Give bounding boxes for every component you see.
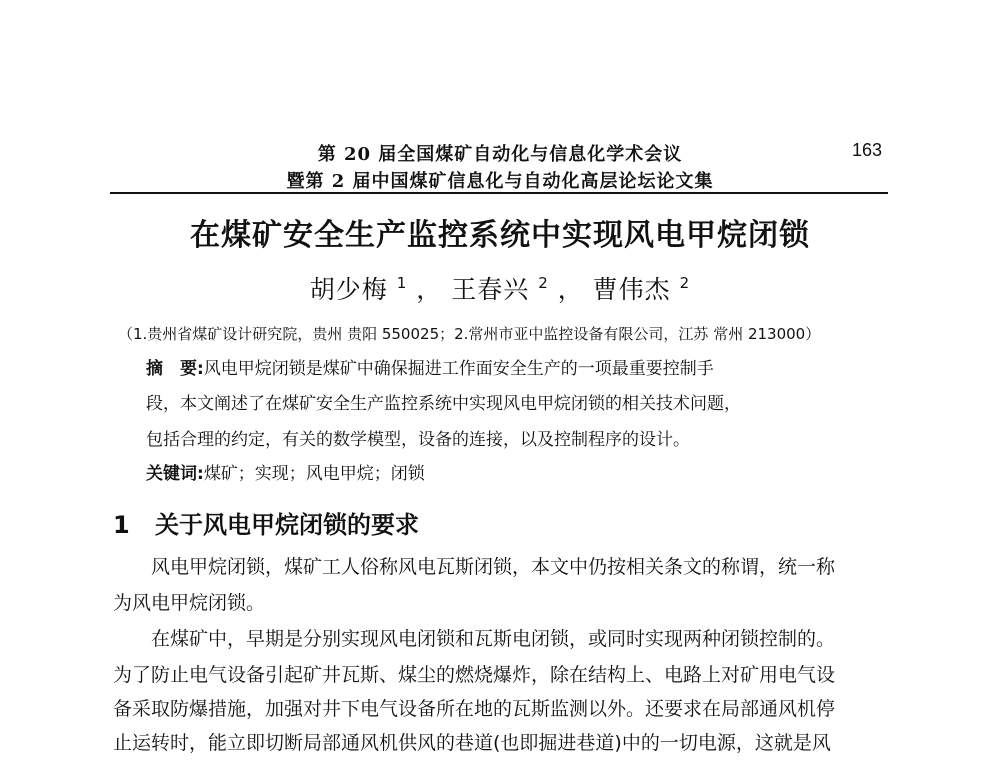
section-heading [113, 505, 419, 540]
abstract-text: 风电甲烷闭锁是煤矿中确保掘进工作面安全生产的一项最重要控制手 [203, 359, 714, 379]
running-header-line1: 第 20 届全国煤矿自动化与信息化学术会议 [317, 144, 683, 165]
author-list [0, 270, 1000, 306]
author-name: 胡少梅 [309, 275, 388, 304]
affiliations: （1.贵州省煤矿设计研究院，贵州 贵阳 550025；2.常州市亚中监控设备有限公司，江苏 常州 213000） [118, 325, 821, 343]
author-affiliation-mark: 1 [396, 274, 408, 292]
body-line: 为了防止电气设备引起矿井瓦斯、煤尘的燃烧爆炸，除在结构上、电路上对矿用电气设 [113, 664, 836, 686]
section-title: 关于风电甲烷闭锁的要求 [155, 511, 419, 539]
body-line: 备采取防爆措施，加强对井下电气设备所在地的瓦斯监测以外。还要求在局部通风机停 [113, 698, 836, 720]
running-header-line2: 暨第 2 届中国煤矿信息化与自动化高层论坛论文集 [286, 171, 714, 192]
abstract-line: 段，本文阐述了在煤矿安全生产监控系统中实现风电甲烷闭锁的相关技术问题， [146, 394, 741, 414]
keywords-label: 关键词: [146, 464, 204, 484]
author-name: 王春兴 [451, 275, 530, 304]
abstract-label: 摘 要: [146, 359, 204, 379]
author-separator: ， [557, 275, 584, 304]
body-line: 在煤矿中，早期是分别实现风电闭锁和瓦斯电闭锁，或同时实现两种闭锁控制的。 [113, 628, 836, 650]
abstract-line: 包括合理的约定，有关的数学模型，设备的连接，以及控制程序的设计。 [146, 430, 690, 450]
keywords-text: 煤矿；实现；风电甲烷；闭锁 [203, 464, 425, 484]
header-rule [110, 192, 888, 194]
author-affiliation-mark: 2 [538, 274, 549, 292]
body-line: 风电甲烷闭锁，煤矿工人俗称风电瓦斯闭锁，本文中仍按相关条文的称谓，统一称 [113, 556, 836, 578]
author-name: 曹伟杰 [592, 275, 671, 304]
abstract-line [146, 354, 876, 379]
keywords-line [146, 459, 876, 484]
body-line: 为风电甲烷闭锁。 [113, 592, 266, 614]
page-number: 163 [851, 140, 882, 160]
author-affiliation-mark: 2 [679, 274, 691, 292]
body-line: 止运转时，能立即切断局部通风机供风的巷道(也即掘进巷道)中的一切电源，这就是风 [113, 732, 831, 754]
paper-title: 在煤矿安全生产监控系统中实现风电甲烷闭锁 [190, 218, 810, 253]
author-separator: ， [416, 275, 443, 304]
section-number: 1 [113, 511, 130, 539]
